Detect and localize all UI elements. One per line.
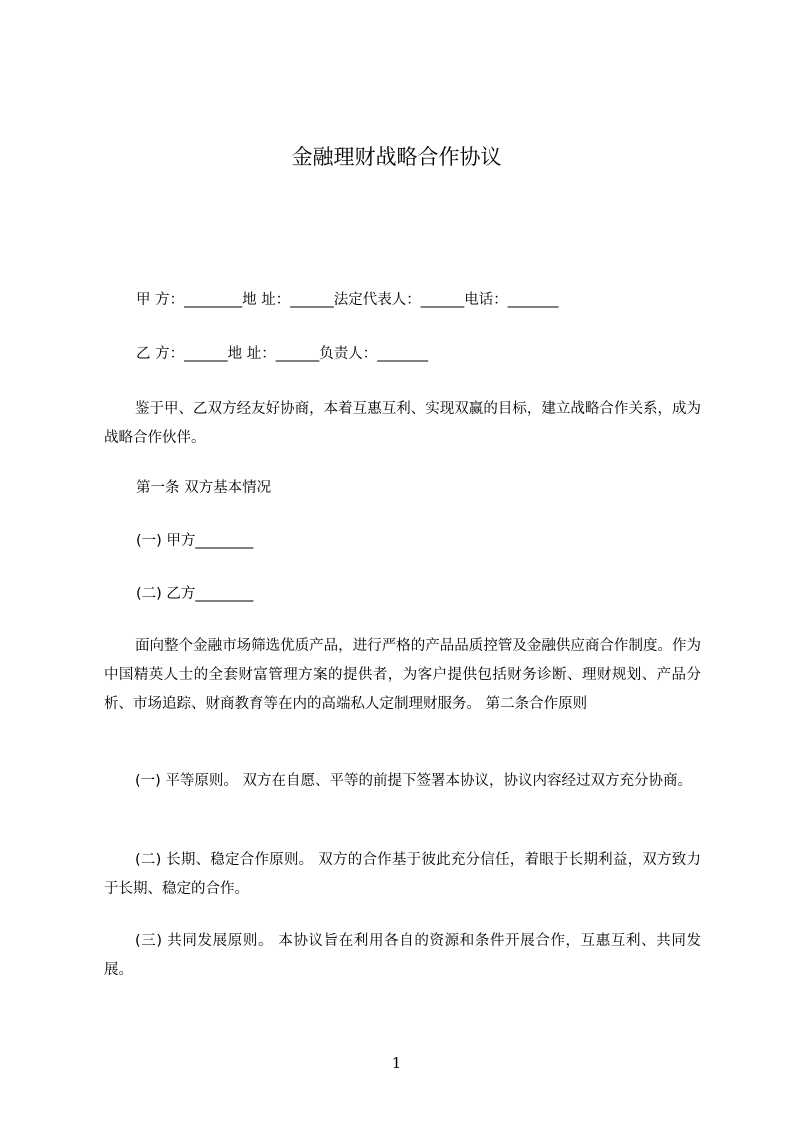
article-1-heading: 第一条 双方基本情况 bbox=[136, 480, 272, 496]
principle-common-development: (三) 共同发展原则。 本协议旨在利用各自的资源和条件开展合作，互惠互利、共同发展。 bbox=[104, 933, 701, 978]
article-1-item-a: (一) 甲方________ bbox=[136, 533, 254, 549]
document-title: 金融理财战略合作协议 bbox=[291, 145, 502, 169]
principle-long-term: (二) 长期、稳定合作原则。 双方的合作基于彼此充分信任，着眼于长期利益，双方致力于长期、稳定的合作。 bbox=[104, 852, 701, 897]
service-paragraph: 面向整个金融市场筛选优质产品，进行严格的产品品质控管及金融供应商合作制度。作为中国精英人士的全套财富管理方案的提供者，为客户提供包括财务诊断、理财规划、产品分析、市场追踪、财商教育等在内的高端私人定制理财服务。 第二条合作原则 bbox=[104, 638, 701, 712]
party-b-line: 乙 方：______地 址：______负责人：_______ bbox=[136, 346, 428, 362]
article-1-item-b: (二) 乙方________ bbox=[136, 586, 254, 602]
intro-paragraph: 鉴于甲、乙双方经友好协商，本着互惠互利、实现双赢的目标，建立战略合作关系，成为战略合作伙伴。 bbox=[104, 401, 701, 446]
page-number: 1 bbox=[391, 1054, 402, 1072]
principle-equality: (一) 平等原则。 双方在自愿、平等的前提下签署本协议，协议内容经过双方充分协商。 bbox=[135, 773, 693, 789]
party-a-line: 甲 方：________地 址：______法定代表人：______电话：_______ bbox=[136, 292, 559, 308]
